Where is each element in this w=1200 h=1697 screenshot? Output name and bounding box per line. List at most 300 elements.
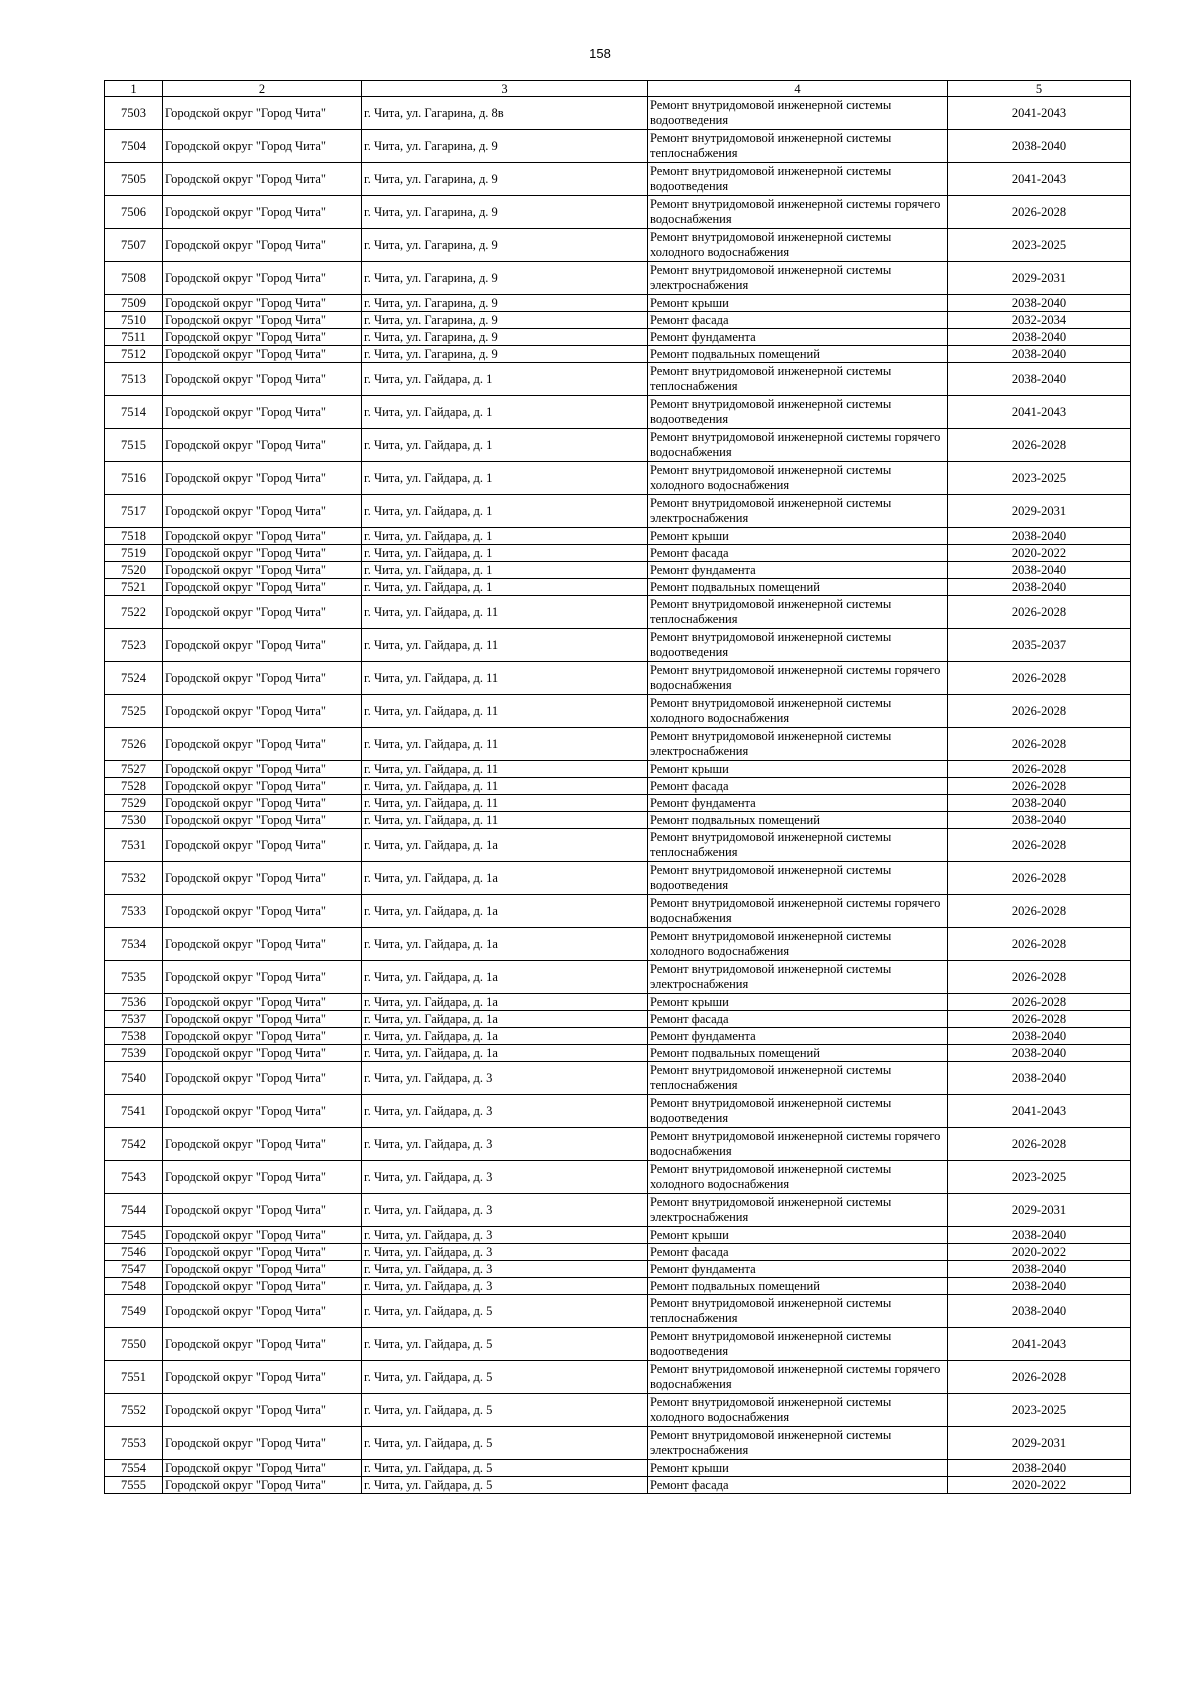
address-cell: г. Чита, ул. Гайдара, д. 3: [362, 1194, 648, 1227]
municipality-cell: Городской округ "Город Чита": [163, 1278, 362, 1295]
row-number-cell: 7550: [105, 1328, 163, 1361]
address-cell: г. Чита, ул. Гайдара, д. 3: [362, 1128, 648, 1161]
row-number-cell: 7552: [105, 1394, 163, 1427]
municipality-cell: Городской округ "Город Чита": [163, 462, 362, 495]
work-type-cell: Ремонт внутридомовой инженерной системы электроснабжения: [648, 728, 948, 761]
work-type-cell: Ремонт подвальных помещений: [648, 579, 948, 596]
row-number-cell: 7541: [105, 1095, 163, 1128]
period-cell: 2026-2028: [948, 961, 1131, 994]
municipality-cell: Городской округ "Город Чита": [163, 1477, 362, 1494]
row-number-cell: 7554: [105, 1460, 163, 1477]
municipality-cell: Городской округ "Город Чита": [163, 1128, 362, 1161]
municipality-cell: Городской округ "Город Чита": [163, 396, 362, 429]
work-type-cell: Ремонт внутридомовой инженерной системы водоотведения: [648, 1328, 948, 1361]
address-cell: г. Чита, ул. Гайдара, д. 5: [362, 1361, 648, 1394]
period-cell: 2038-2040: [948, 1278, 1131, 1295]
address-cell: г. Чита, ул. Гагарина, д. 9: [362, 130, 648, 163]
row-number-cell: 7551: [105, 1361, 163, 1394]
work-type-cell: Ремонт подвальных помещений: [648, 346, 948, 363]
table-row: [105, 1394, 1131, 1427]
table-row: [105, 579, 1131, 596]
work-type-cell: Ремонт внутридомовой инженерной системы водоотведения: [648, 396, 948, 429]
period-cell: 2038-2040: [948, 295, 1131, 312]
period-cell: 2023-2025: [948, 229, 1131, 262]
municipality-cell: Городской округ "Город Чита": [163, 695, 362, 728]
table-row: [105, 1062, 1131, 1095]
table-row: [105, 1477, 1131, 1494]
row-number-cell: 7523: [105, 629, 163, 662]
address-cell: г. Чита, ул. Гайдара, д. 1а: [362, 1011, 648, 1028]
work-type-cell: Ремонт внутридомовой инженерной системы холодного водоснабжения: [648, 695, 948, 728]
address-cell: г. Чита, ул. Гайдара, д. 1: [362, 579, 648, 596]
table-row: [105, 829, 1131, 862]
row-number-cell: 7544: [105, 1194, 163, 1227]
work-type-cell: Ремонт внутридомовой инженерной системы холодного водоснабжения: [648, 1394, 948, 1427]
table-row: [105, 1427, 1131, 1460]
period-cell: 2041-2043: [948, 396, 1131, 429]
row-number-cell: 7529: [105, 795, 163, 812]
address-cell: г. Чита, ул. Гайдара, д. 3: [362, 1227, 648, 1244]
address-cell: г. Чита, ул. Гайдара, д. 5: [362, 1477, 648, 1494]
period-cell: 2041-2043: [948, 1328, 1131, 1361]
address-cell: г. Чита, ул. Гайдара, д. 1а: [362, 928, 648, 961]
work-type-cell: Ремонт фундамента: [648, 1261, 948, 1278]
municipality-cell: Городской округ "Город Чита": [163, 596, 362, 629]
table-row: [105, 396, 1131, 429]
municipality-cell: Городской округ "Город Чита": [163, 1227, 362, 1244]
work-type-cell: Ремонт внутридомовой инженерной системы холодного водоснабжения: [648, 928, 948, 961]
municipality-cell: Городской округ "Город Чита": [163, 1361, 362, 1394]
work-type-cell: Ремонт внутридомовой инженерной системы холодного водоснабжения: [648, 1161, 948, 1194]
municipality-cell: Городской округ "Город Чита": [163, 429, 362, 462]
table-row: [105, 495, 1131, 528]
work-type-cell: Ремонт фундамента: [648, 329, 948, 346]
address-cell: г. Чита, ул. Гайдара, д. 1а: [362, 862, 648, 895]
table-row: [105, 812, 1131, 829]
table-row: [105, 346, 1131, 363]
address-cell: г. Чита, ул. Гайдара, д. 5: [362, 1394, 648, 1427]
row-number-cell: 7539: [105, 1045, 163, 1062]
table-row: [105, 429, 1131, 462]
work-type-cell: Ремонт фасада: [648, 312, 948, 329]
row-number-cell: 7547: [105, 1261, 163, 1278]
row-number-cell: 7519: [105, 545, 163, 562]
period-cell: 2026-2028: [948, 928, 1131, 961]
table-row: [105, 961, 1131, 994]
municipality-cell: Городской округ "Город Чита": [163, 495, 362, 528]
work-type-cell: Ремонт фундамента: [648, 795, 948, 812]
table-row: [105, 545, 1131, 562]
work-type-cell: Ремонт внутридомовой инженерной системы электроснабжения: [648, 1427, 948, 1460]
municipality-cell: Городской округ "Город Чита": [163, 1194, 362, 1227]
period-cell: 2026-2028: [948, 596, 1131, 629]
work-type-cell: Ремонт внутридомовой инженерной системы электроснабжения: [648, 495, 948, 528]
table-row: [105, 229, 1131, 262]
table-row: [105, 295, 1131, 312]
table-row: [105, 1028, 1131, 1045]
table-row: [105, 562, 1131, 579]
address-cell: г. Чита, ул. Гайдара, д. 3: [362, 1278, 648, 1295]
row-number-cell: 7508: [105, 262, 163, 295]
municipality-cell: Городской округ "Город Чита": [163, 1095, 362, 1128]
address-cell: г. Чита, ул. Гайдара, д. 1: [362, 396, 648, 429]
municipality-cell: Городской округ "Город Чита": [163, 795, 362, 812]
table-row: [105, 994, 1131, 1011]
table-row: [105, 1095, 1131, 1128]
row-number-cell: 7516: [105, 462, 163, 495]
municipality-cell: Городской округ "Город Чита": [163, 562, 362, 579]
header-cell: 5: [948, 81, 1131, 97]
period-cell: 2026-2028: [948, 695, 1131, 728]
work-type-cell: Ремонт крыши: [648, 528, 948, 545]
municipality-cell: Городской округ "Город Чита": [163, 1062, 362, 1095]
municipality-cell: Городской округ "Город Чита": [163, 163, 362, 196]
work-type-cell: Ремонт внутридомовой инженерной системы холодного водоснабжения: [648, 229, 948, 262]
row-number-cell: 7511: [105, 329, 163, 346]
row-number-cell: 7553: [105, 1427, 163, 1460]
period-cell: 2026-2028: [948, 662, 1131, 695]
address-cell: г. Чита, ул. Гагарина, д. 9: [362, 312, 648, 329]
row-number-cell: 7514: [105, 396, 163, 429]
period-cell: 2041-2043: [948, 163, 1131, 196]
table-row: [105, 196, 1131, 229]
address-cell: г. Чита, ул. Гайдара, д. 11: [362, 778, 648, 795]
work-type-cell: Ремонт внутридомовой инженерной системы электроснабжения: [648, 961, 948, 994]
address-cell: г. Чита, ул. Гайдара, д. 1а: [362, 1028, 648, 1045]
address-cell: г. Чита, ул. Гайдара, д. 1а: [362, 961, 648, 994]
municipality-cell: Городской округ "Город Чита": [163, 528, 362, 545]
table-row: [105, 778, 1131, 795]
municipality-cell: Городской округ "Город Чита": [163, 1161, 362, 1194]
work-type-cell: Ремонт внутридомовой инженерной системы теплоснабжения: [648, 1295, 948, 1328]
row-number-cell: 7527: [105, 761, 163, 778]
municipality-cell: Городской округ "Город Чита": [163, 1261, 362, 1278]
municipality-cell: Городской округ "Город Чита": [163, 994, 362, 1011]
period-cell: 2038-2040: [948, 130, 1131, 163]
table-row: [105, 97, 1131, 130]
work-type-cell: Ремонт фасада: [648, 1477, 948, 1494]
address-cell: г. Чита, ул. Гайдара, д. 5: [362, 1295, 648, 1328]
municipality-cell: Городской округ "Город Чита": [163, 862, 362, 895]
municipality-cell: Городской округ "Город Чита": [163, 1394, 362, 1427]
row-number-cell: 7545: [105, 1227, 163, 1244]
address-cell: г. Чита, ул. Гайдара, д. 11: [362, 662, 648, 695]
address-cell: г. Чита, ул. Гайдара, д. 1: [362, 545, 648, 562]
work-type-cell: Ремонт внутридомовой инженерной системы водоотведения: [648, 629, 948, 662]
table-row: [105, 596, 1131, 629]
period-cell: 2026-2028: [948, 829, 1131, 862]
address-cell: г. Чита, ул. Гайдара, д. 5: [362, 1427, 648, 1460]
period-cell: 2023-2025: [948, 1394, 1131, 1427]
address-cell: г. Чита, ул. Гайдара, д. 1: [362, 363, 648, 396]
period-cell: 2029-2031: [948, 262, 1131, 295]
municipality-cell: Городской округ "Город Чита": [163, 579, 362, 596]
work-type-cell: Ремонт фундамента: [648, 1028, 948, 1045]
work-type-cell: Ремонт фасада: [648, 545, 948, 562]
period-cell: 2026-2028: [948, 728, 1131, 761]
municipality-cell: Городской округ "Город Чита": [163, 312, 362, 329]
period-cell: 2041-2043: [948, 97, 1131, 130]
table-row: [105, 1278, 1131, 1295]
address-cell: г. Чита, ул. Гагарина, д. 9: [362, 295, 648, 312]
period-cell: 2026-2028: [948, 1361, 1131, 1394]
period-cell: 2023-2025: [948, 1161, 1131, 1194]
address-cell: г. Чита, ул. Гайдара, д. 11: [362, 596, 648, 629]
period-cell: 2020-2022: [948, 1477, 1131, 1494]
period-cell: 2038-2040: [948, 795, 1131, 812]
work-type-cell: Ремонт крыши: [648, 1460, 948, 1477]
row-number-cell: 7538: [105, 1028, 163, 1045]
row-number-cell: 7526: [105, 728, 163, 761]
period-cell: 2026-2028: [948, 196, 1131, 229]
table-row: [105, 1261, 1131, 1278]
address-cell: г. Чита, ул. Гайдара, д. 11: [362, 761, 648, 778]
row-number-cell: 7504: [105, 130, 163, 163]
work-type-cell: Ремонт внутридомовой инженерной системы горячего водоснабжения: [648, 895, 948, 928]
table-row: [105, 862, 1131, 895]
table-row: [105, 312, 1131, 329]
municipality-cell: Городской округ "Город Чита": [163, 1427, 362, 1460]
municipality-cell: Городской округ "Город Чита": [163, 761, 362, 778]
period-cell: 2035-2037: [948, 629, 1131, 662]
table-row: [105, 1295, 1131, 1328]
row-number-cell: 7543: [105, 1161, 163, 1194]
row-number-cell: 7534: [105, 928, 163, 961]
period-cell: 2020-2022: [948, 545, 1131, 562]
period-cell: 2026-2028: [948, 862, 1131, 895]
row-number-cell: 7537: [105, 1011, 163, 1028]
address-cell: г. Чита, ул. Гайдара, д. 1а: [362, 1045, 648, 1062]
municipality-cell: Городской округ "Город Чита": [163, 1045, 362, 1062]
table-row: [105, 629, 1131, 662]
row-number-cell: 7548: [105, 1278, 163, 1295]
row-number-cell: 7503: [105, 97, 163, 130]
work-type-cell: Ремонт внутридомовой инженерной системы водоотведения: [648, 163, 948, 196]
work-type-cell: Ремонт внутридомовой инженерной системы водоотведения: [648, 97, 948, 130]
address-cell: г. Чита, ул. Гагарина, д. 9: [362, 346, 648, 363]
row-number-cell: 7525: [105, 695, 163, 728]
work-type-cell: Ремонт крыши: [648, 295, 948, 312]
row-number-cell: 7546: [105, 1244, 163, 1261]
municipality-cell: Городской округ "Город Чита": [163, 728, 362, 761]
municipality-cell: Городской округ "Город Чита": [163, 778, 362, 795]
row-number-cell: 7506: [105, 196, 163, 229]
row-number-cell: 7512: [105, 346, 163, 363]
municipality-cell: Городской округ "Город Чита": [163, 130, 362, 163]
municipality-cell: Городской округ "Город Чита": [163, 329, 362, 346]
address-cell: г. Чита, ул. Гайдара, д. 5: [362, 1328, 648, 1361]
table-row: [105, 1194, 1131, 1227]
work-type-cell: Ремонт подвальных помещений: [648, 812, 948, 829]
period-cell: 2038-2040: [948, 1045, 1131, 1062]
municipality-cell: Городской округ "Город Чита": [163, 1295, 362, 1328]
municipality-cell: Городской округ "Город Чита": [163, 229, 362, 262]
header-cell: 4: [648, 81, 948, 97]
table-row: [105, 1361, 1131, 1394]
municipality-cell: Городской округ "Город Чита": [163, 1460, 362, 1477]
work-type-cell: Ремонт крыши: [648, 994, 948, 1011]
row-number-cell: 7521: [105, 579, 163, 596]
row-number-cell: 7532: [105, 862, 163, 895]
period-cell: 2026-2028: [948, 1011, 1131, 1028]
municipality-cell: Городской округ "Город Чита": [163, 895, 362, 928]
municipality-cell: Городской округ "Город Чита": [163, 928, 362, 961]
table-header-row: [105, 81, 1131, 97]
work-type-cell: Ремонт фасада: [648, 778, 948, 795]
row-number-cell: 7542: [105, 1128, 163, 1161]
row-number-cell: 7517: [105, 495, 163, 528]
work-type-cell: Ремонт внутридомовой инженерной системы теплоснабжения: [648, 1062, 948, 1095]
row-number-cell: 7524: [105, 662, 163, 695]
page-number: 158: [589, 46, 611, 61]
address-cell: г. Чита, ул. Гайдара, д. 3: [362, 1095, 648, 1128]
work-type-cell: Ремонт внутридомовой инженерной системы водоотведения: [648, 862, 948, 895]
work-type-cell: Ремонт фундамента: [648, 562, 948, 579]
municipality-cell: Городской округ "Город Чита": [163, 262, 362, 295]
work-type-cell: Ремонт внутридомовой инженерной системы электроснабжения: [648, 1194, 948, 1227]
row-number-cell: 7518: [105, 528, 163, 545]
municipality-cell: Городской округ "Город Чита": [163, 961, 362, 994]
work-type-cell: Ремонт крыши: [648, 1227, 948, 1244]
table-row: [105, 795, 1131, 812]
work-type-cell: Ремонт внутридомовой инженерной системы горячего водоснабжения: [648, 1361, 948, 1394]
table-row: [105, 662, 1131, 695]
address-cell: г. Чита, ул. Гайдара, д. 3: [362, 1161, 648, 1194]
municipality-cell: Городской округ "Город Чита": [163, 363, 362, 396]
municipality-cell: Городской округ "Город Чита": [163, 812, 362, 829]
work-type-cell: Ремонт внутридомовой инженерной системы холодного водоснабжения: [648, 462, 948, 495]
address-cell: г. Чита, ул. Гайдара, д. 11: [362, 695, 648, 728]
address-cell: г. Чита, ул. Гайдара, д. 11: [362, 629, 648, 662]
period-cell: 2032-2034: [948, 312, 1131, 329]
table-row: [105, 528, 1131, 545]
period-cell: 2038-2040: [948, 812, 1131, 829]
table-row: [105, 728, 1131, 761]
work-type-cell: Ремонт фасада: [648, 1011, 948, 1028]
address-cell: г. Чита, ул. Гайдара, д. 1а: [362, 829, 648, 862]
work-type-cell: Ремонт крыши: [648, 761, 948, 778]
period-cell: 2038-2040: [948, 1295, 1131, 1328]
municipality-cell: Городской округ "Город Чита": [163, 662, 362, 695]
row-number-cell: 7530: [105, 812, 163, 829]
period-cell: 2026-2028: [948, 778, 1131, 795]
municipality-cell: Городской округ "Город Чита": [163, 1244, 362, 1261]
period-cell: 2026-2028: [948, 761, 1131, 778]
table-row: [105, 163, 1131, 196]
municipality-cell: Городской округ "Город Чита": [163, 829, 362, 862]
work-type-cell: Ремонт внутридомовой инженерной системы теплоснабжения: [648, 363, 948, 396]
row-number-cell: 7531: [105, 829, 163, 862]
address-cell: г. Чита, ул. Гайдара, д. 1а: [362, 994, 648, 1011]
period-cell: 2026-2028: [948, 429, 1131, 462]
table-row: [105, 262, 1131, 295]
row-number-cell: 7509: [105, 295, 163, 312]
header-cell: 2: [163, 81, 362, 97]
period-cell: 2038-2040: [948, 363, 1131, 396]
period-cell: 2026-2028: [948, 895, 1131, 928]
address-cell: г. Чита, ул. Гагарина, д. 9: [362, 262, 648, 295]
municipality-cell: Городской округ "Город Чита": [163, 629, 362, 662]
work-type-cell: Ремонт внутридомовой инженерной системы теплоснабжения: [648, 829, 948, 862]
table-row: [105, 1244, 1131, 1261]
period-cell: 2038-2040: [948, 1460, 1131, 1477]
row-number-cell: 7540: [105, 1062, 163, 1095]
table-row: [105, 1011, 1131, 1028]
period-cell: 2026-2028: [948, 1128, 1131, 1161]
row-number-cell: 7522: [105, 596, 163, 629]
row-number-cell: 7535: [105, 961, 163, 994]
municipality-cell: Городской округ "Город Чита": [163, 97, 362, 130]
address-cell: г. Чита, ул. Гагарина, д. 9: [362, 196, 648, 229]
table-row: [105, 695, 1131, 728]
period-cell: 2041-2043: [948, 1095, 1131, 1128]
period-cell: 2038-2040: [948, 1062, 1131, 1095]
table-row: [105, 1161, 1131, 1194]
period-cell: 2038-2040: [948, 1028, 1131, 1045]
period-cell: 2038-2040: [948, 579, 1131, 596]
period-cell: 2038-2040: [948, 329, 1131, 346]
table-row: [105, 1460, 1131, 1477]
address-cell: г. Чита, ул. Гайдара, д. 11: [362, 812, 648, 829]
address-cell: г. Чита, ул. Гайдара, д. 11: [362, 728, 648, 761]
period-cell: 2038-2040: [948, 346, 1131, 363]
period-cell: 2029-2031: [948, 495, 1131, 528]
work-type-cell: Ремонт подвальных помещений: [648, 1278, 948, 1295]
row-number-cell: 7549: [105, 1295, 163, 1328]
address-cell: г. Чита, ул. Гайдара, д. 1: [362, 528, 648, 545]
address-cell: г. Чита, ул. Гагарина, д. 9: [362, 229, 648, 262]
table-row: [105, 895, 1131, 928]
work-type-cell: Ремонт внутридомовой инженерной системы горячего водоснабжения: [648, 1128, 948, 1161]
municipality-cell: Городской округ "Город Чита": [163, 1011, 362, 1028]
municipality-cell: Городской округ "Город Чита": [163, 545, 362, 562]
address-cell: г. Чита, ул. Гайдара, д. 3: [362, 1244, 648, 1261]
row-number-cell: 7520: [105, 562, 163, 579]
work-type-cell: Ремонт внутридомовой инженерной системы горячего водоснабжения: [648, 662, 948, 695]
municipality-cell: Городской округ "Город Чита": [163, 1028, 362, 1045]
work-type-cell: Ремонт внутридомовой инженерной системы теплоснабжения: [648, 596, 948, 629]
table-row: [105, 1328, 1131, 1361]
work-type-cell: Ремонт внутридомовой инженерной системы горячего водоснабжения: [648, 196, 948, 229]
address-cell: г. Чита, ул. Гайдара, д. 1: [362, 462, 648, 495]
table-row: [105, 1045, 1131, 1062]
work-type-cell: Ремонт фасада: [648, 1244, 948, 1261]
work-type-cell: Ремонт подвальных помещений: [648, 1045, 948, 1062]
row-number-cell: 7507: [105, 229, 163, 262]
period-cell: 2038-2040: [948, 1227, 1131, 1244]
table-row: [105, 1128, 1131, 1161]
address-cell: г. Чита, ул. Гайдара, д. 3: [362, 1261, 648, 1278]
table-row: [105, 462, 1131, 495]
period-cell: 2029-2031: [948, 1427, 1131, 1460]
work-type-cell: Ремонт внутридомовой инженерной системы водоотведения: [648, 1095, 948, 1128]
header-cell: 1: [105, 81, 163, 97]
row-number-cell: 7510: [105, 312, 163, 329]
municipality-cell: Городской округ "Город Чита": [163, 295, 362, 312]
address-cell: г. Чита, ул. Гайдара, д. 1: [362, 429, 648, 462]
work-type-cell: Ремонт внутридомовой инженерной системы горячего водоснабжения: [648, 429, 948, 462]
row-number-cell: 7513: [105, 363, 163, 396]
address-cell: г. Чита, ул. Гайдара, д. 3: [362, 1062, 648, 1095]
address-cell: г. Чита, ул. Гайдара, д. 1: [362, 495, 648, 528]
municipality-cell: Городской округ "Город Чита": [163, 1328, 362, 1361]
table-row: [105, 329, 1131, 346]
period-cell: 2023-2025: [948, 462, 1131, 495]
row-number-cell: 7533: [105, 895, 163, 928]
header-cell: 3: [362, 81, 648, 97]
period-cell: 2038-2040: [948, 528, 1131, 545]
municipality-cell: Городской округ "Город Чита": [163, 196, 362, 229]
